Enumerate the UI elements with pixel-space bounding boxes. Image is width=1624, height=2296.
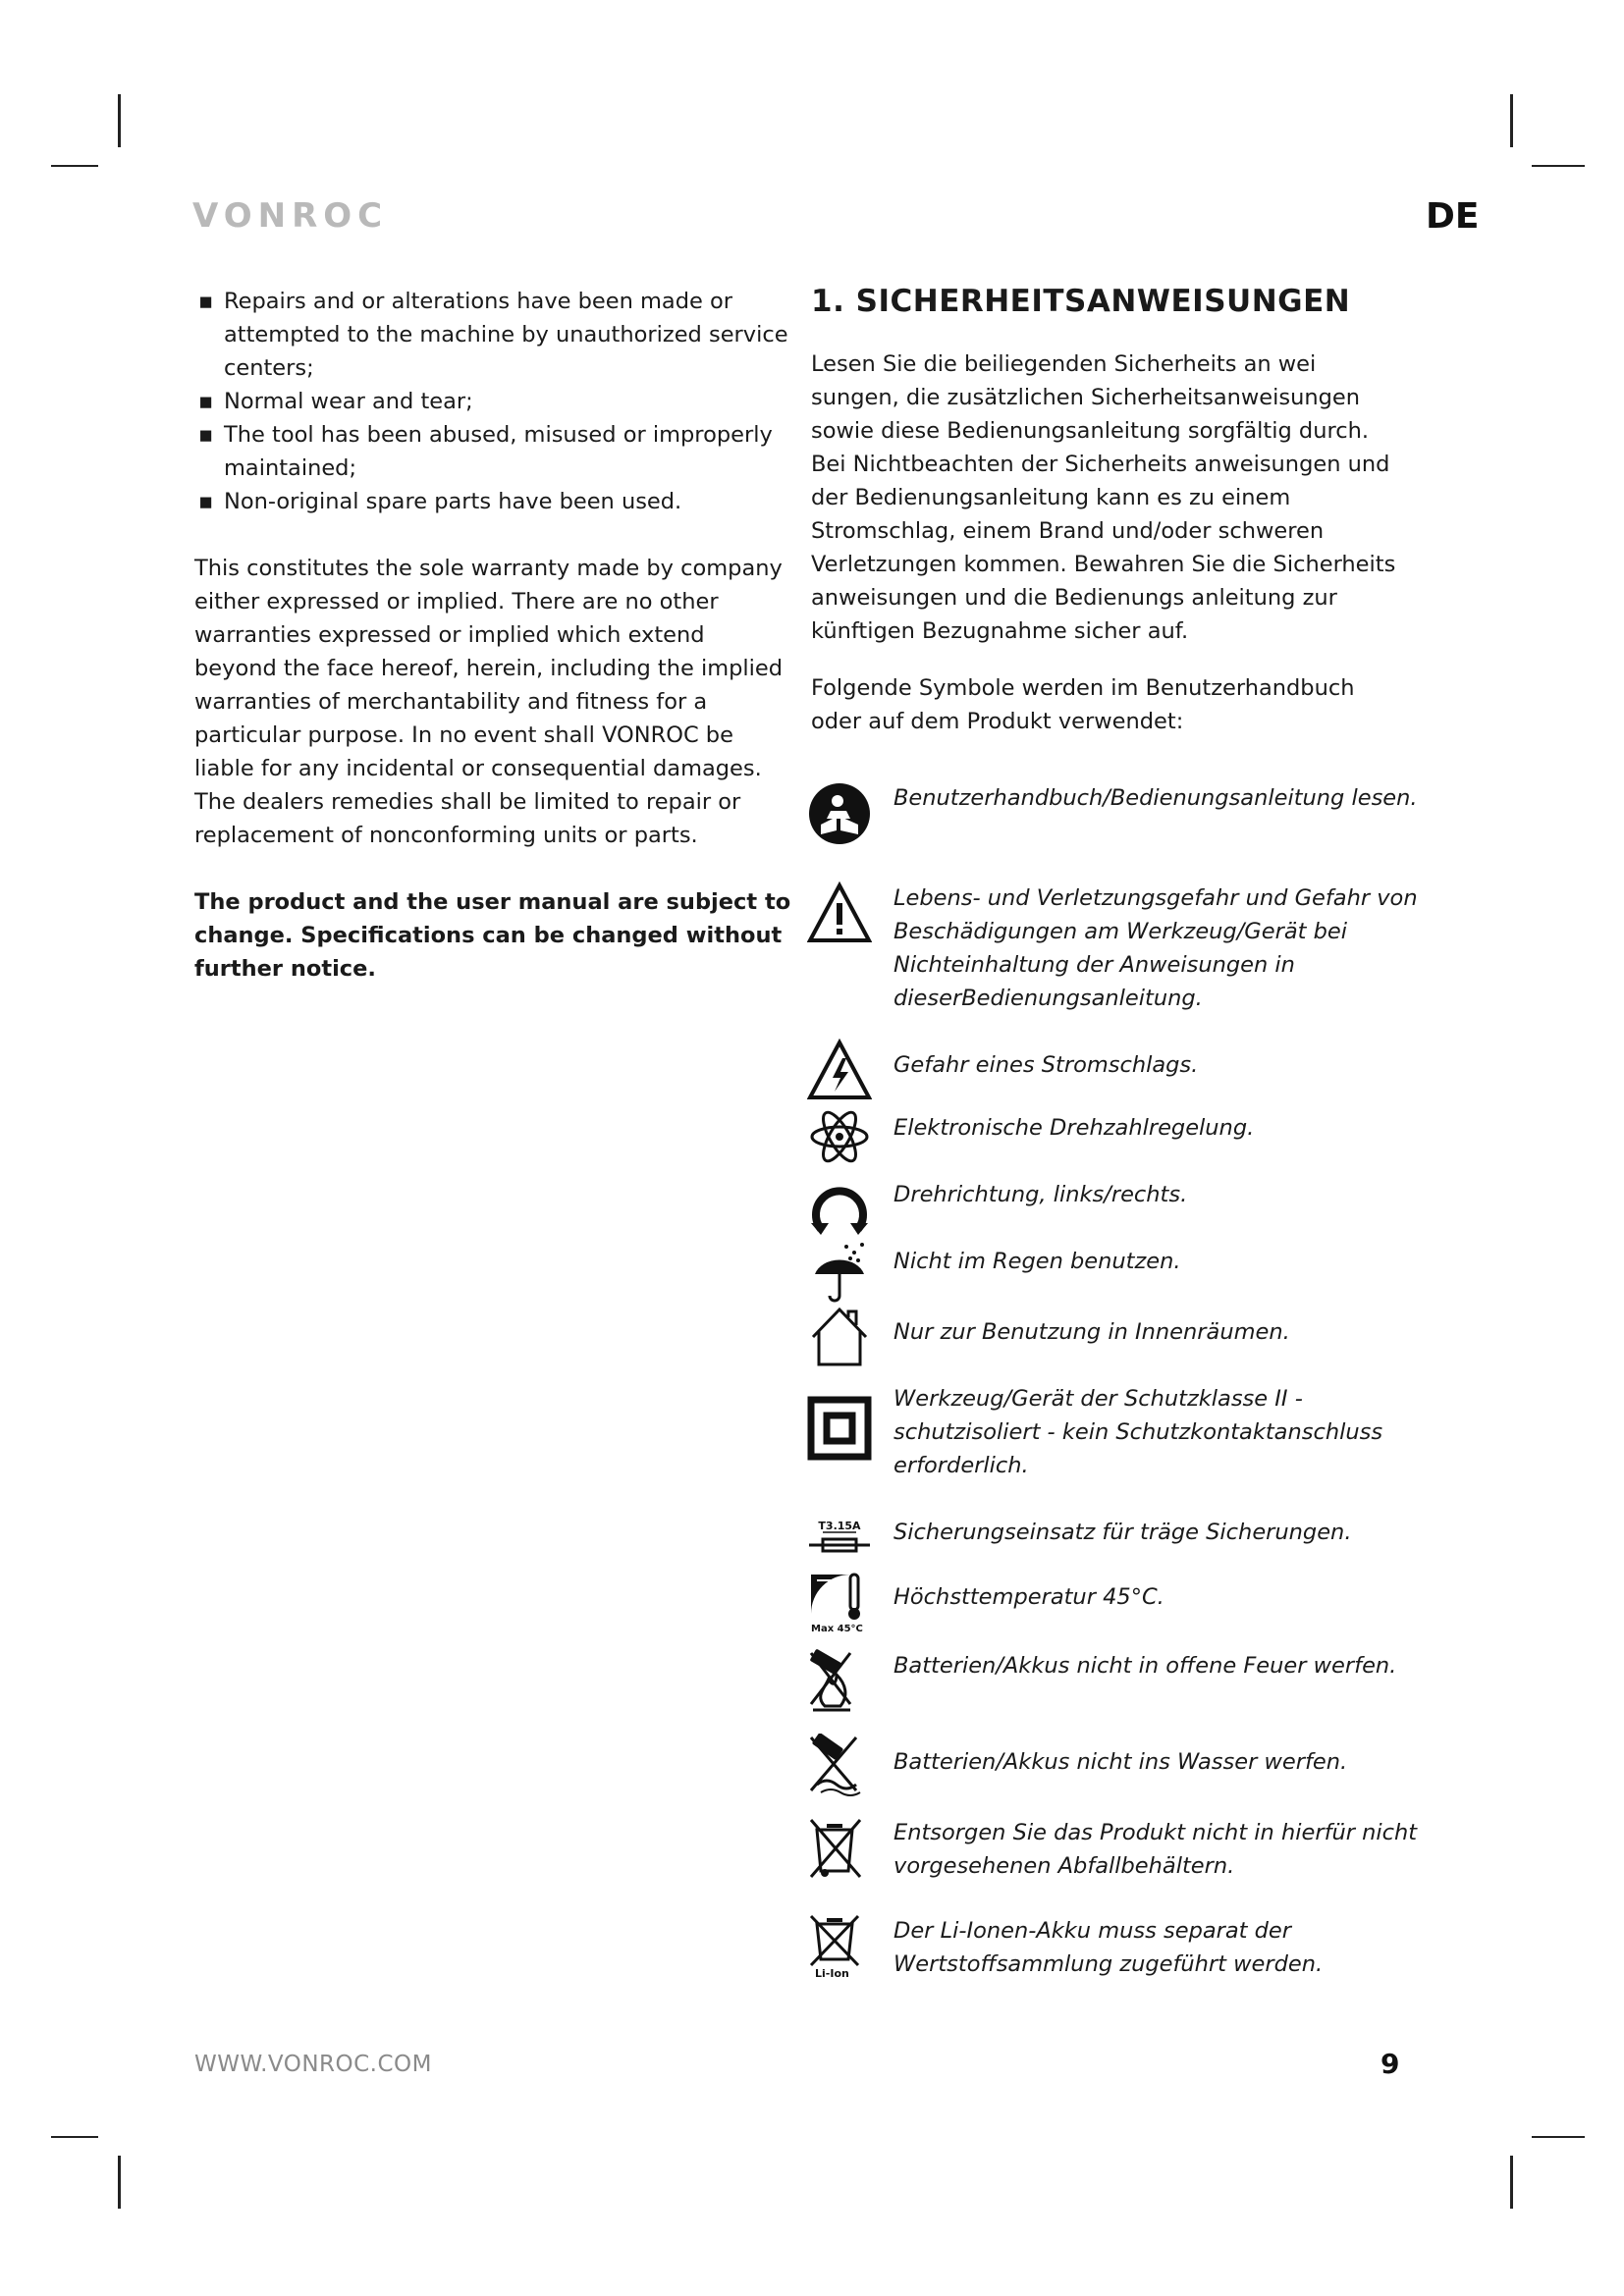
electric-shock-icon	[807, 1039, 872, 1103]
intro-paragraph: Lesen Sie die beiliegenden Sicherheits an wei sungen, die zusätzlichen Sicherheitsanweisungen sowie diese Bedienungsanleitung sorgfältig durch. Bei Nichtbeachten der Sicherheits anweisungen und der Bedienungsanleitung kann es zu einem Stromschlag, einem Brand und/oder schweren Verletzungen kommen. Bewahren Sie die Sicherheits anweisungen und die Bedienungs anleitung zur künftigen Bezugnahme sicher auf.	[811, 351, 1396, 644]
crop-mark	[1532, 2136, 1585, 2138]
no-fire-battery-icon	[807, 1649, 872, 1714]
symbol-description: Lebens- und Verletzungsgefahr und Gefahr von Beschädigungen am Werkzeug/Gerät bei Nichteinhaltung der Anweisungen in dieserBedienungsanleitung.	[893, 885, 1418, 1011]
max-temperature-icon	[807, 1569, 872, 1633]
symbol-description: Höchsttemperatur 45°C.	[893, 1584, 1164, 1610]
symbols-intro: Folgende Symbole werden im Benutzerhandbuch oder auf dem Produkt verwendet:	[811, 675, 1355, 734]
symbol-description: Benutzerhandbuch/Bedienungsanleitung lesen.	[893, 785, 1418, 811]
class-ii-insulation-icon	[807, 1396, 872, 1461]
symbol-description: Sicherungseinsatz für träge Sicherungen.	[893, 1520, 1352, 1545]
li-ion-label: Li-Ion	[815, 1967, 849, 1979]
list-item: ▪ The tool has been abused, misused or improperly maintained;	[198, 422, 773, 481]
change-notice: The product and the user manual are subject to change. Specifications can be changed without further notice.	[194, 889, 791, 982]
weee-bin-icon	[807, 1816, 872, 1881]
crop-mark	[1532, 165, 1585, 167]
crop-mark	[1510, 2156, 1513, 2209]
crop-mark	[1510, 94, 1513, 147]
footer-url[interactable]: WWW.VONROC.COM	[194, 2052, 432, 2077]
electronic-speed-icon	[807, 1107, 872, 1172]
indoor-use-icon	[807, 1304, 872, 1368]
left-column	[194, 285, 793, 986]
warning-triangle-icon	[807, 881, 872, 946]
page-number: 9	[1380, 2048, 1400, 2080]
list-item: ▪ Normal wear and tear;	[198, 389, 473, 414]
list-item: ▪ Repairs and or alterations have been made or attempted to the machine by unauthorized service centers;	[198, 289, 788, 381]
crop-mark	[51, 165, 98, 167]
symbol-description: Batterien/Akkus nicht in offene Feuer werfen.	[893, 1653, 1397, 1679]
symbol-description: Nur zur Benutzung in Innenräumen.	[893, 1319, 1290, 1345]
symbol-description: Drehrichtung, links/rechts.	[893, 1182, 1188, 1207]
warranty-paragraph: This constitutes the sole warranty made by company either expressed or implied. There are no other warranties expressed or implied which extend beyond the face hereof, herein, including the implied warranties of merchantability and fitness for a particular purpose. In no event shall VONROC be liable for any incidental or consequential damages. The dealers remedies shall be limited to repair or replacement of nonconforming units or parts.	[194, 556, 784, 848]
symbol-description: Elektronische Drehzahlregelung.	[893, 1115, 1255, 1141]
read-manual-icon	[807, 781, 872, 846]
section-heading: 1. SICHERHEITSANWEISUNGEN	[811, 284, 1351, 319]
list-item: ▪ Non-original spare parts have been used.	[198, 489, 682, 514]
symbol-description: Entsorgen Sie das Produkt nicht in hierfür nicht vorgesehenen Abfallbehältern.	[893, 1820, 1418, 1879]
symbol-description: Batterien/Akkus nicht ins Wasser werfen.	[893, 1749, 1348, 1775]
crop-mark	[118, 94, 121, 147]
symbol-description: Nicht im Regen benutzen.	[893, 1249, 1181, 1274]
symbol-description: Werkzeug/Gerät der Schutzklasse II - schutzisoliert - kein Schutzkontaktanschluss erforderlich.	[893, 1386, 1383, 1478]
no-water-battery-icon	[807, 1734, 872, 1798]
rotation-direction-icon	[807, 1174, 872, 1239]
language-label: DE	[1426, 196, 1480, 237]
symbol-description: Gefahr eines Stromschlags.	[893, 1052, 1199, 1078]
brand-logo: VONROC	[192, 196, 389, 236]
crop-mark	[118, 2156, 121, 2209]
symbol-list	[807, 0, 1435, 2296]
crop-mark	[51, 2136, 98, 2138]
max-temp-label: Max 45°C	[811, 1624, 863, 1633]
li-ion-recycle-icon	[807, 1914, 872, 1979]
no-rain-icon	[807, 1239, 872, 1304]
symbol-description: Der Li-Ionen-Akku muss separat der Wertstoffsammlung zugeführt werden.	[893, 1918, 1324, 1977]
fuse-rating-label: T3.15A	[818, 1520, 861, 1532]
